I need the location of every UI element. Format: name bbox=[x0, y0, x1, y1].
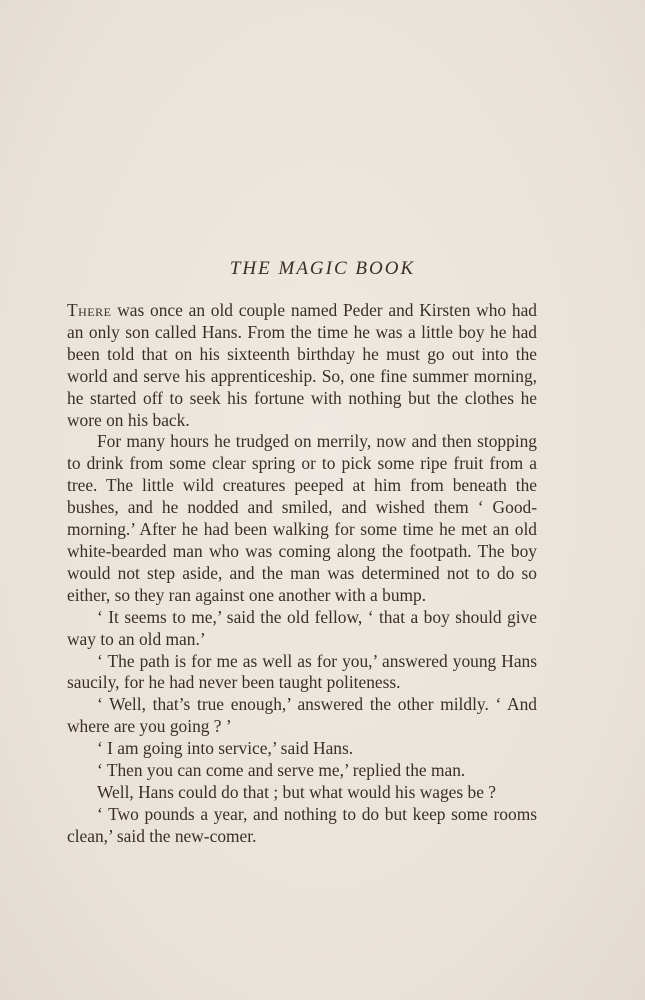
paragraph: ‘ It seems to me,’ said the old fellow, ‘ that a boy should give way to an old man.’ bbox=[67, 606, 537, 649]
paragraph: ‘ Well, that’s true enough,’ answered the other mildly. ‘ And where are you going ? ’ bbox=[67, 694, 537, 737]
paragraph: For many hours he trudged on merrily, now and then stopping to drink from some clear spring or to pick some ripe fruit from a tree. The little wild creatures peeped at him from beneath the bushes, and he nodded and smiled, and wished them ‘ Good-morning.’ After he had been walking for some time he met an old white-bearded man who was coming along the footpath. The boy would not step aside, and the man was determined not to do so either, so they ran against one another with a bump. bbox=[67, 431, 537, 605]
paragraph: Well, Hans could do that ; but what would his wages be ? bbox=[97, 781, 496, 802]
chapter-title: THE MAGIC BOOK bbox=[229, 258, 416, 279]
drop-word: There bbox=[67, 300, 112, 320]
opening-text: was once an old couple named Peder and Kirsten who had an only son called Hans. From the time he was a little boy he had been told that on his sixteenth birthday he must go out into the world and serve his apprenticeship. So, one fine summer morning, he started off to seek his fortune with nothing but the clothes he wore on his back. bbox=[67, 300, 537, 430]
paragraph: ‘ The path is for me as well as for you,’ answered young Hans saucily, for he had never been taught politeness. bbox=[67, 650, 537, 693]
paragraph: ‘ Two pounds a year, and nothing to do but keep some rooms clean,’ said the new-comer. bbox=[67, 803, 537, 846]
opening-paragraph bbox=[67, 300, 537, 431]
page-body bbox=[67, 300, 537, 848]
paragraph: ‘ Then you can come and serve me,’ replied the man. bbox=[97, 760, 466, 781]
paragraph: ‘ I am going into service,’ said Hans. bbox=[97, 738, 354, 759]
